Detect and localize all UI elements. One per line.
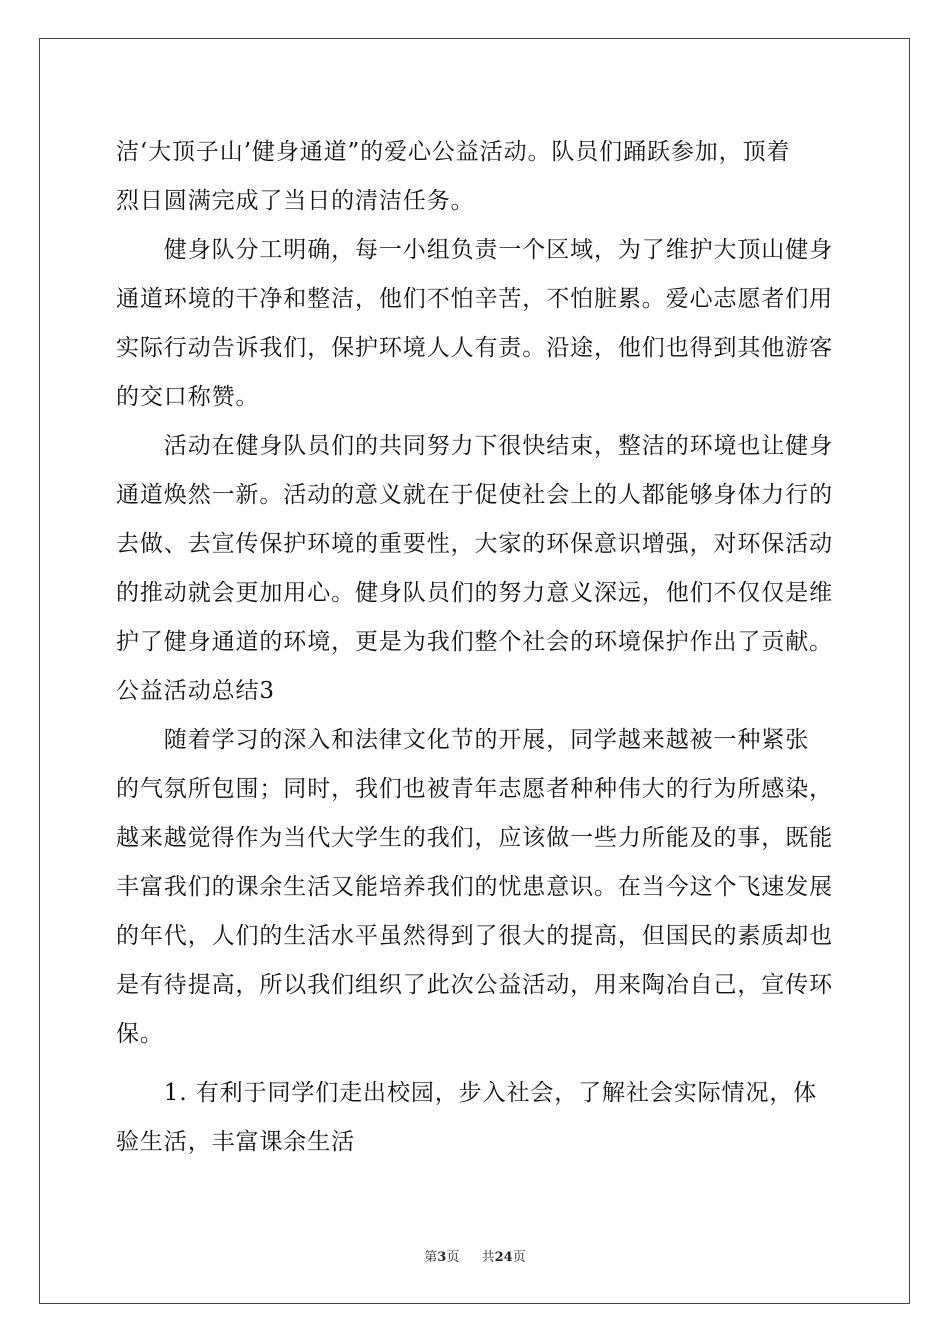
- body-line-5: 实际行动告诉我们，保护环境人人有责。沿途，他们也得到其他游客: [116, 335, 833, 361]
- body-line-6: 的交口称赞。: [116, 384, 260, 410]
- body-line-13: 随着学习的深入和法律文化节的开展，同学越来越被一种紧张: [116, 727, 810, 753]
- list-item-1-line-1: 1. 有利于同学们走出校园，步入社会，了解社会实际情况，体: [116, 1080, 818, 1106]
- body-line-10: 的推动就会更加用心。健身队员们的努力意义深远，他们不仅仅是维: [116, 580, 833, 606]
- body-line-19: 保。: [116, 1021, 164, 1047]
- list-item-1-line-2: 验生活，丰富课余生活: [116, 1129, 355, 1155]
- body-line-1: 洁‘大顶子山’健身通道”的爱心公益活动。队员们踊跃参加，顶着: [116, 139, 791, 165]
- body-line-2: 烈日圆满完成了当日的清洁任务。: [116, 188, 475, 214]
- section-heading: 公益活动总结3: [116, 678, 275, 704]
- page-footer: [0, 1250, 950, 1266]
- body-line-3: 健身队分工明确，每一小组负责一个区域，为了维护大顶山健身: [116, 237, 833, 263]
- body-line-7: 活动在健身队员们的共同努力下很快结束，整洁的环境也让健身: [116, 433, 833, 459]
- body-line-15: 越来越觉得作为当代大学生的我们，应该做一些力所能及的事，既能: [116, 825, 833, 851]
- page-total: 共24页: [481, 1250, 526, 1265]
- body-line-11: 护了健身通道的环境，更是为我们整个社会的环境保护作出了贡献。: [116, 629, 833, 655]
- body-line-17: 的年代，人们的生活水平虽然得到了很大的提高，但国民的素质却也: [116, 923, 833, 949]
- page-number: 第3页: [424, 1250, 460, 1265]
- page-border: [39, 38, 910, 1304]
- body-line-9: 去做、去宣传保护环境的重要性，大家的环保意识增强，对环保活动: [116, 531, 833, 557]
- body-line-8: 通道焕然一新。活动的意义就在于促使社会上的人都能够身体力行的: [116, 482, 833, 508]
- body-line-16: 丰富我们的课余生活又能培养我们的忧患意识。在当今这个飞速发展: [116, 874, 833, 900]
- body-line-14: 的气氛所包围；同时，我们也被青年志愿者种种伟大的行为所感染，: [116, 776, 833, 802]
- body-line-18: 是有待提高，所以我们组织了此次公益活动，用来陶冶自己，宣传环: [116, 972, 833, 998]
- body-line-4: 通道环境的干净和整洁，他们不怕辛苦，不怕脏累。爱心志愿者们用: [116, 286, 833, 312]
